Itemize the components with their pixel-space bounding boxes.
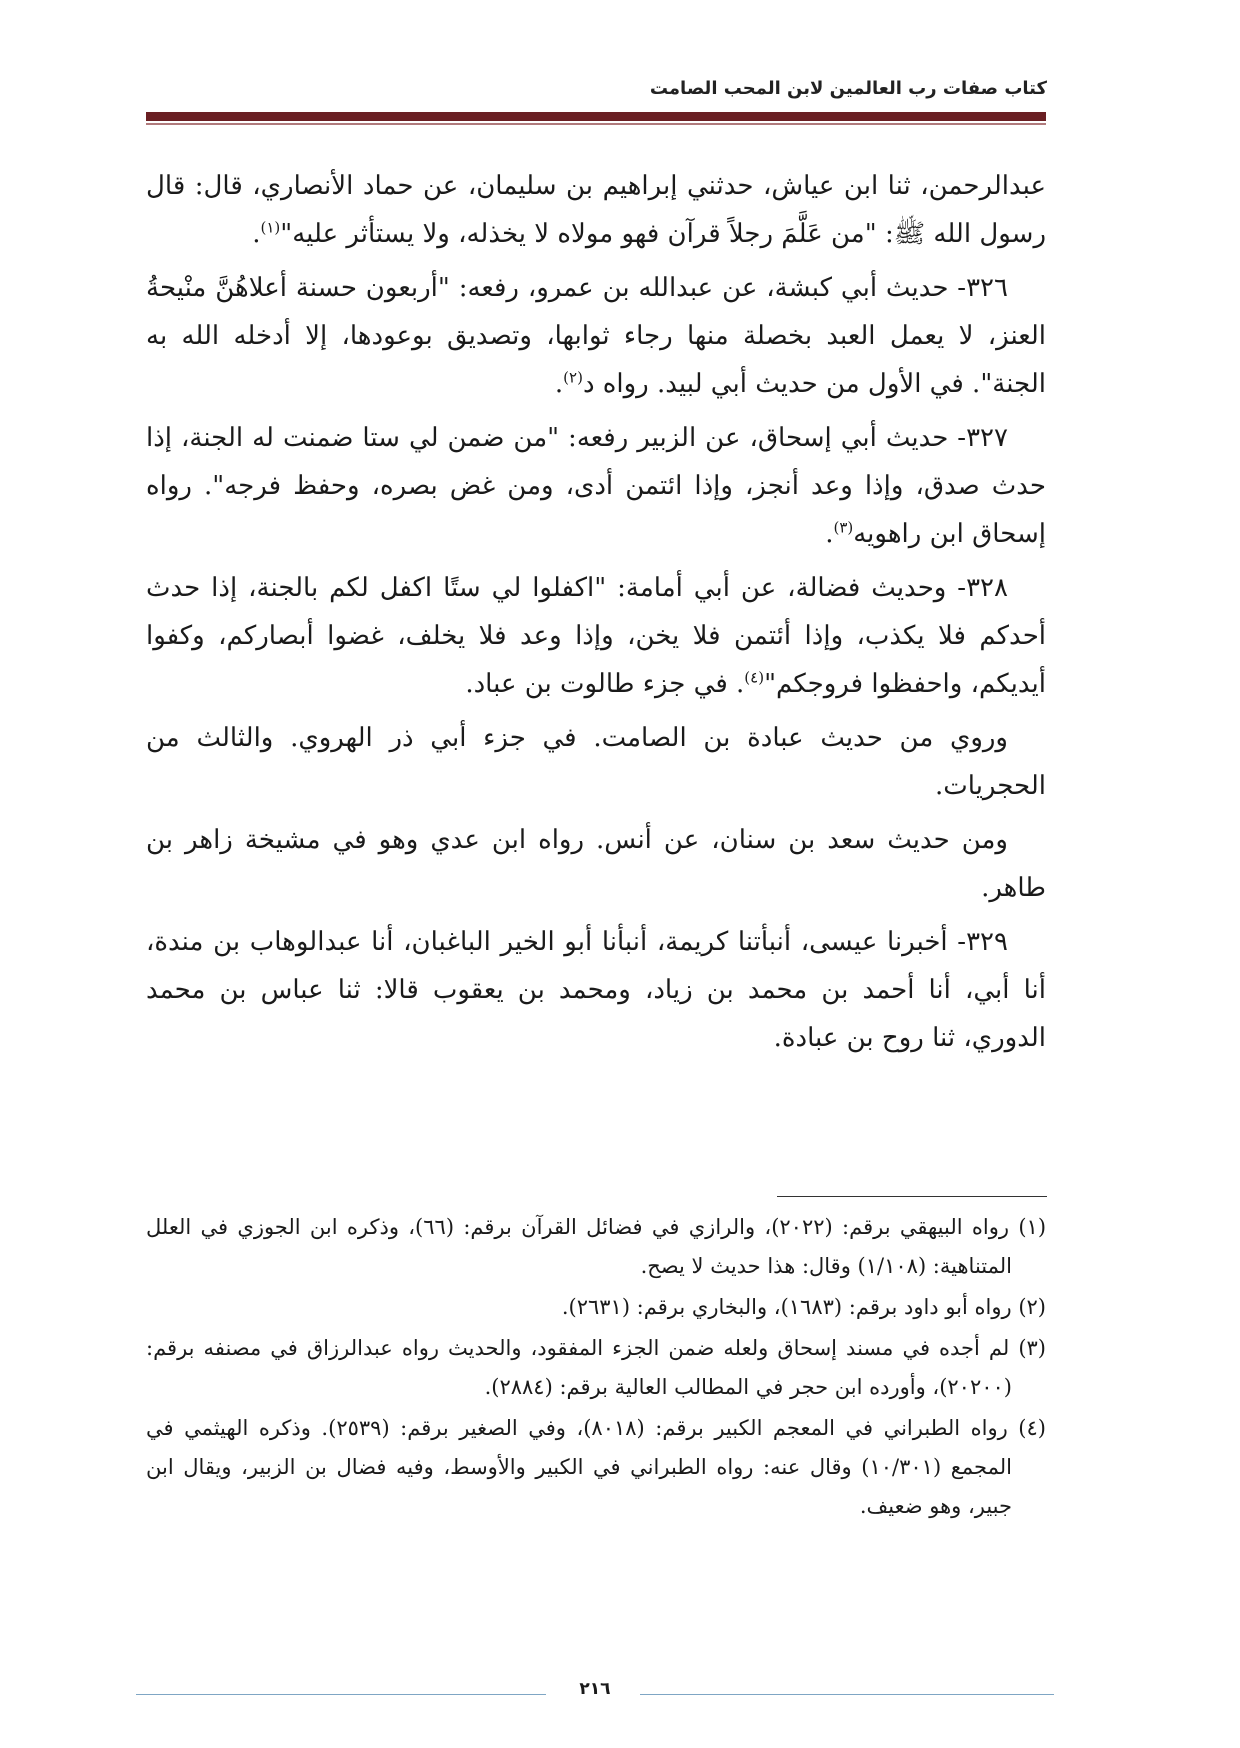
footnote-ref-1[interactable]: (١): [260, 218, 281, 237]
footnote-2: (٢) رواه أبو داود برقم: (١٦٨٣)، والبخاري برقم: (٢٦٣١).: [561, 1295, 1046, 1319]
hadith-328: ٣٢٨- وحديث فضالة، عن أبي أمامة: "اكفلوا لي ستًا اكفل لكم بالجنة، إذا حدث أحدكم فلا يكذب، وإذا أئتمن فلا يخن، وإذا وعد فلا يخلف، غضوا أبصاركم، وكفوا أيديكم، واحفظوا فروجكم"$^{(٤)}$. في جزء طالوت بن عباد.: [146, 573, 1046, 699]
footer-rule-right: [640, 1694, 1054, 1695]
footnote-4: (٤) رواه الطبراني في المعجم الكبير برقم: (٨٠١٨)، وفي الصغير برقم: (٢٥٣٩). وذكره الهيثمي في المجمع (١٠/٣٠١) وقال عنه: رواه الطبراني في الكبير والأوسط، وفيه فضال بن الزبير، ويقال ابن جبير، وهو ضعيف.: [146, 1416, 1046, 1518]
header-rule: [146, 112, 1046, 121]
hadith-327: ٣٢٧- حديث أبي إسحاق، عن الزبير رفعه: "من ضمن لي ستا ضمنت له الجنة، إذا حدث صدق، وإذا وعد أنجز، وإذا ائتمن أدى، ومن غض بصره، وحفظ فرجه". رواه إسحاق ابن راهويه$^{(٣)}$.: [146, 423, 1046, 549]
running-header: كتاب صفات رب العالمين لابن المحب الصامت: [649, 78, 1047, 99]
paragraph-saad: ومن حديث سعد بن سنان، عن أنس. رواه ابن عدي وهو في مشيخة زاهر بن طاهر.: [146, 825, 1046, 903]
paragraph-ubada: وروي من حديث عبادة بن الصامت. في جزء أبي ذر الهروي. والثالث من الحجريات.: [146, 723, 1046, 801]
footnote-ref-2[interactable]: (٢): [563, 368, 583, 387]
footnote-1: (١) رواه البيهقي برقم: (٢٠٢٢)، والرازي في فضائل القرآن برقم: (٦٦)، وذكره ابن الجوزي في العلل المتناهية: (١/١٠٨) وقال: هذا حديث لا يصح.: [146, 1215, 1047, 1278]
footnotes: [146, 1208, 1046, 1528]
footer-rule-left: [136, 1694, 546, 1695]
header-rule-thin: [146, 123, 1046, 125]
page-number: ٢١٦: [579, 1679, 611, 1699]
footnote-ref-4[interactable]: (٤): [744, 668, 765, 687]
hadith-326: ٣٢٦- حديث أبي كبشة، عن عبدالله بن عمرو، رفعه: "أربعون حسنة أعلاهُنَّ منْيحةُ العنز، لا يعمل العبد بخصلة منها رجاء ثوابها، وتصديق بوعودها، إلا أدخله الله به الجنة". في الأول من حديث أبي لبيد. رواه د$^{(٢)}$.: [146, 273, 1046, 399]
footnote-ref-3[interactable]: (٣): [833, 518, 854, 537]
hadith-329: ٣٢٩- أخبرنا عيسى، أنبأتنا كريمة، أنبأنا أبو الخير الباغبان، أنا عبدالوهاب بن مندة، أنا أبي، أنا أحمد بن محمد بن زياد، ومحمد بن يعقوب قالا: ثنا عباس بن محمد الدوري، ثنا روح بن عبادة.: [146, 927, 1046, 1053]
paragraph-continuation: عبدالرحمن، ثنا ابن عياش، حدثني إبراهيم بن سليمان، عن حماد الأنصاري، قال: قال رسول الله ﷺ: "من عَلَّمَ رجلاً قرآن فهو مولاه لا يخذله، ولا يستأثر عليه"$^{(١)}$.: [146, 171, 1046, 249]
body-text: [146, 162, 1046, 1068]
footnote-separator: [777, 1196, 1047, 1197]
footnote-3: (٣) لم أجده في مسند إسحاق ولعله ضمن الجزء المفقود، والحديث رواه عبدالرزاق في مصنفه برقم: (٢٠٢٠٠)، وأورده ابن حجر في المطالب العالية برقم: (٢٨٨٤).: [146, 1336, 1046, 1399]
